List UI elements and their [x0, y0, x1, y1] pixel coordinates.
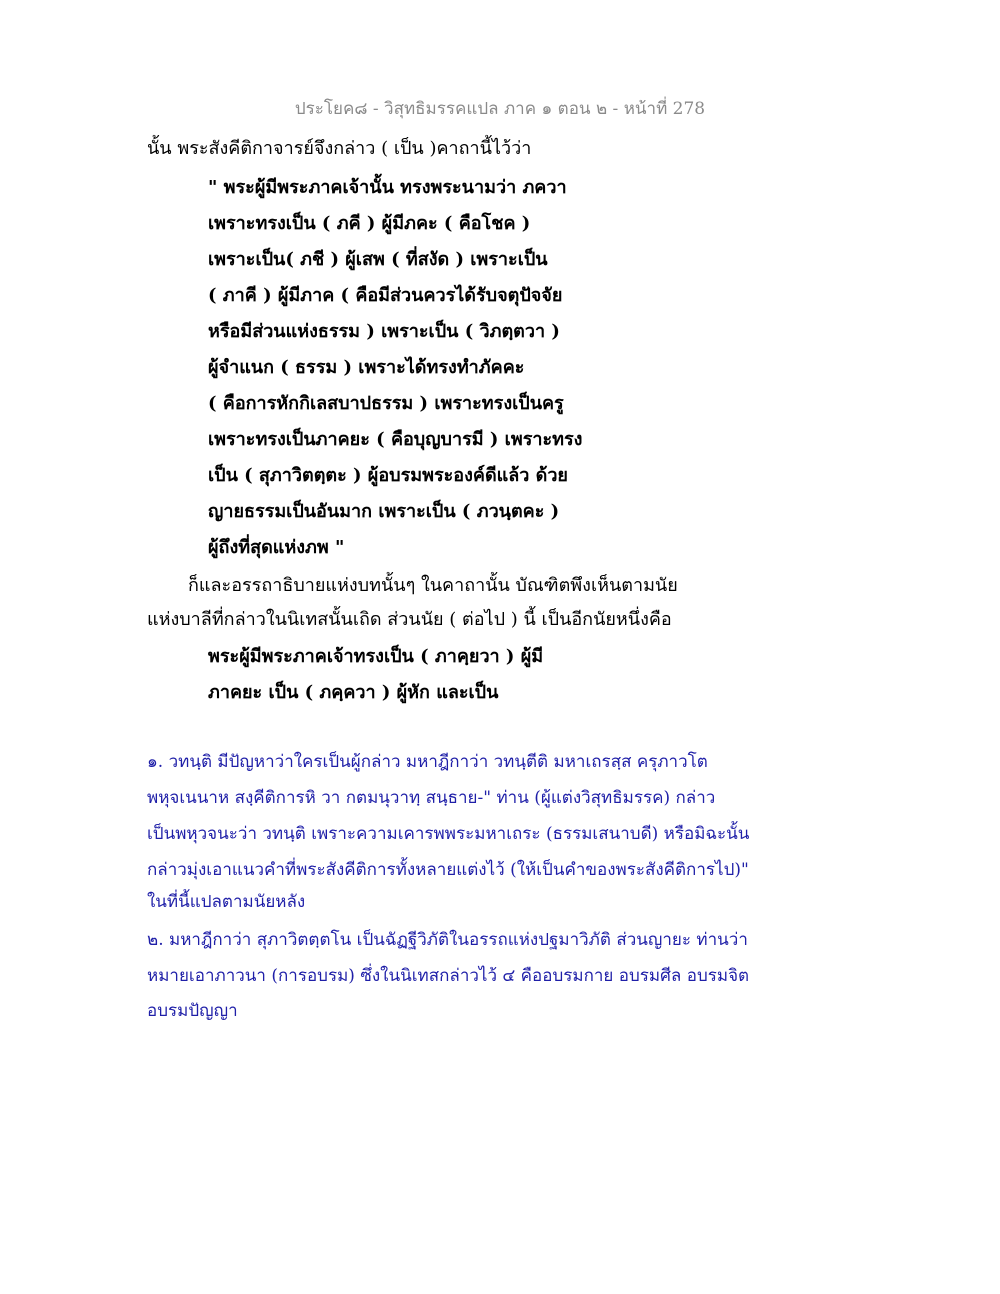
footnote-line: พหุจเนนาห สงฺคีติการหิ วา กตมนุวาทฺ สนฺธาย-" ท่าน (ผู้แต่งวิสุทธิมรรค) กล่าว — [147, 788, 716, 808]
verse-line: พระผู้มีพระภาคเจ้าทรงเป็น ( ภาคฺยวา ) ผู้มี — [208, 646, 544, 667]
footnote-line: ในที่นี้แปลตามนัยหลัง — [147, 892, 306, 912]
footnote-line: หมายเอาภาวนา (การอบรม) ซึ่งในนิเทสกล่าวไว้ ๔ คืออบรมกาย อบรมศีล อบรมจิต — [147, 966, 750, 986]
paragraph-line: แห่งบาลีที่กล่าวในนิเทสนั้นเถิด ส่วนนัย ( ต่อไป ) นี้ เป็นอีกนัยหนึ่งคือ — [147, 609, 672, 630]
verse-line: ภาคยะ เป็น ( ภคฺควา ) ผู้หัก และเป็น — [208, 682, 499, 703]
footnote-line: อบรมปัญญา — [147, 1001, 238, 1021]
verse-line: " พระผู้มีพระภาคเจ้านั้น ทรงพระนามว่า ภควา — [208, 177, 567, 198]
verse-line: ผู้ถึงที่สุดแห่งภพ " — [208, 537, 345, 558]
page-header: ประโยค๘ - วิสุทธิมรรคแปล ภาค ๑ ตอน ๒ - หน้าที่ 278 — [294, 99, 706, 119]
verse-line: หรือมีส่วนแห่งธรรม ) เพราะเป็น ( วิภตฺตวา ) — [208, 321, 560, 342]
verse-line: เพราะทรงเป็น ( ภคี ) ผู้มีภคะ ( คือโชค ) — [208, 213, 531, 234]
verse-line: ญายธรรมเป็นอันมาก เพราะเป็น ( ภวนฺตคะ ) — [208, 501, 560, 522]
footnote-line: ๑. วทนฺติ มีปัญหาว่าใครเป็นผู้กล่าว มหาฎีกาว่า วทนฺตีติ มหาเถรสฺส ครุภาวโต — [147, 752, 708, 772]
paragraph-line: ก็และอรรถาธิบายแห่งบทนั้นๆ ในคาถานั้น บัณฑิตพึงเห็นตามนัย — [188, 575, 678, 596]
verse-line: ( ภาคี ) ผู้มีภาค ( คือมีส่วนควรได้รับจตุปัจจัย — [208, 285, 563, 306]
verse-line: เพราะทรงเป็นภาคยะ ( คือบุญบารมี ) เพราะทรง — [208, 429, 583, 450]
verse-line: ( คือการหักกิเลสบาปธรรม ) เพราะทรงเป็นครู — [208, 393, 564, 414]
footnote-line: กล่าวมุ่งเอาแนวคำที่พระสังคีติการทั้งหลายแต่งไว้ (ให้เป็นคำของพระสังคีติการไป)" — [147, 860, 749, 880]
intro-line: นั้น พระสังคีติกาจารย์จึงกล่าว ( เป็น )คาถานี้ไว้ว่า — [147, 138, 532, 159]
footnote-line: ๒. มหาฎีกาว่า สุภาวิตตฺตโน เป็นฉัฏฐีวิภัติในอรรถแห่งปฐมาวิภัติ ส่วนญายะ ท่านว่า — [147, 930, 748, 950]
verse-line: ผู้จำแนก ( ธรรม ) เพราะได้ทรงทำภัคคะ — [208, 357, 525, 378]
verse-line: เพราะเป็น( ภชี ) ผู้เสพ ( ที่สงัด ) เพราะเป็น — [208, 249, 548, 270]
footnote-line: เป็นพหุวจนะว่า วทนฺติ เพราะความเคารพพระมหาเถระ (ธรรมเสนาบดี) หรือมิฉะนั้น — [147, 824, 750, 844]
verse-line: เป็น ( สุภาวิตตฺตะ ) ผู้อบรมพระองค์ดีแล้ว ด้วย — [208, 465, 568, 486]
